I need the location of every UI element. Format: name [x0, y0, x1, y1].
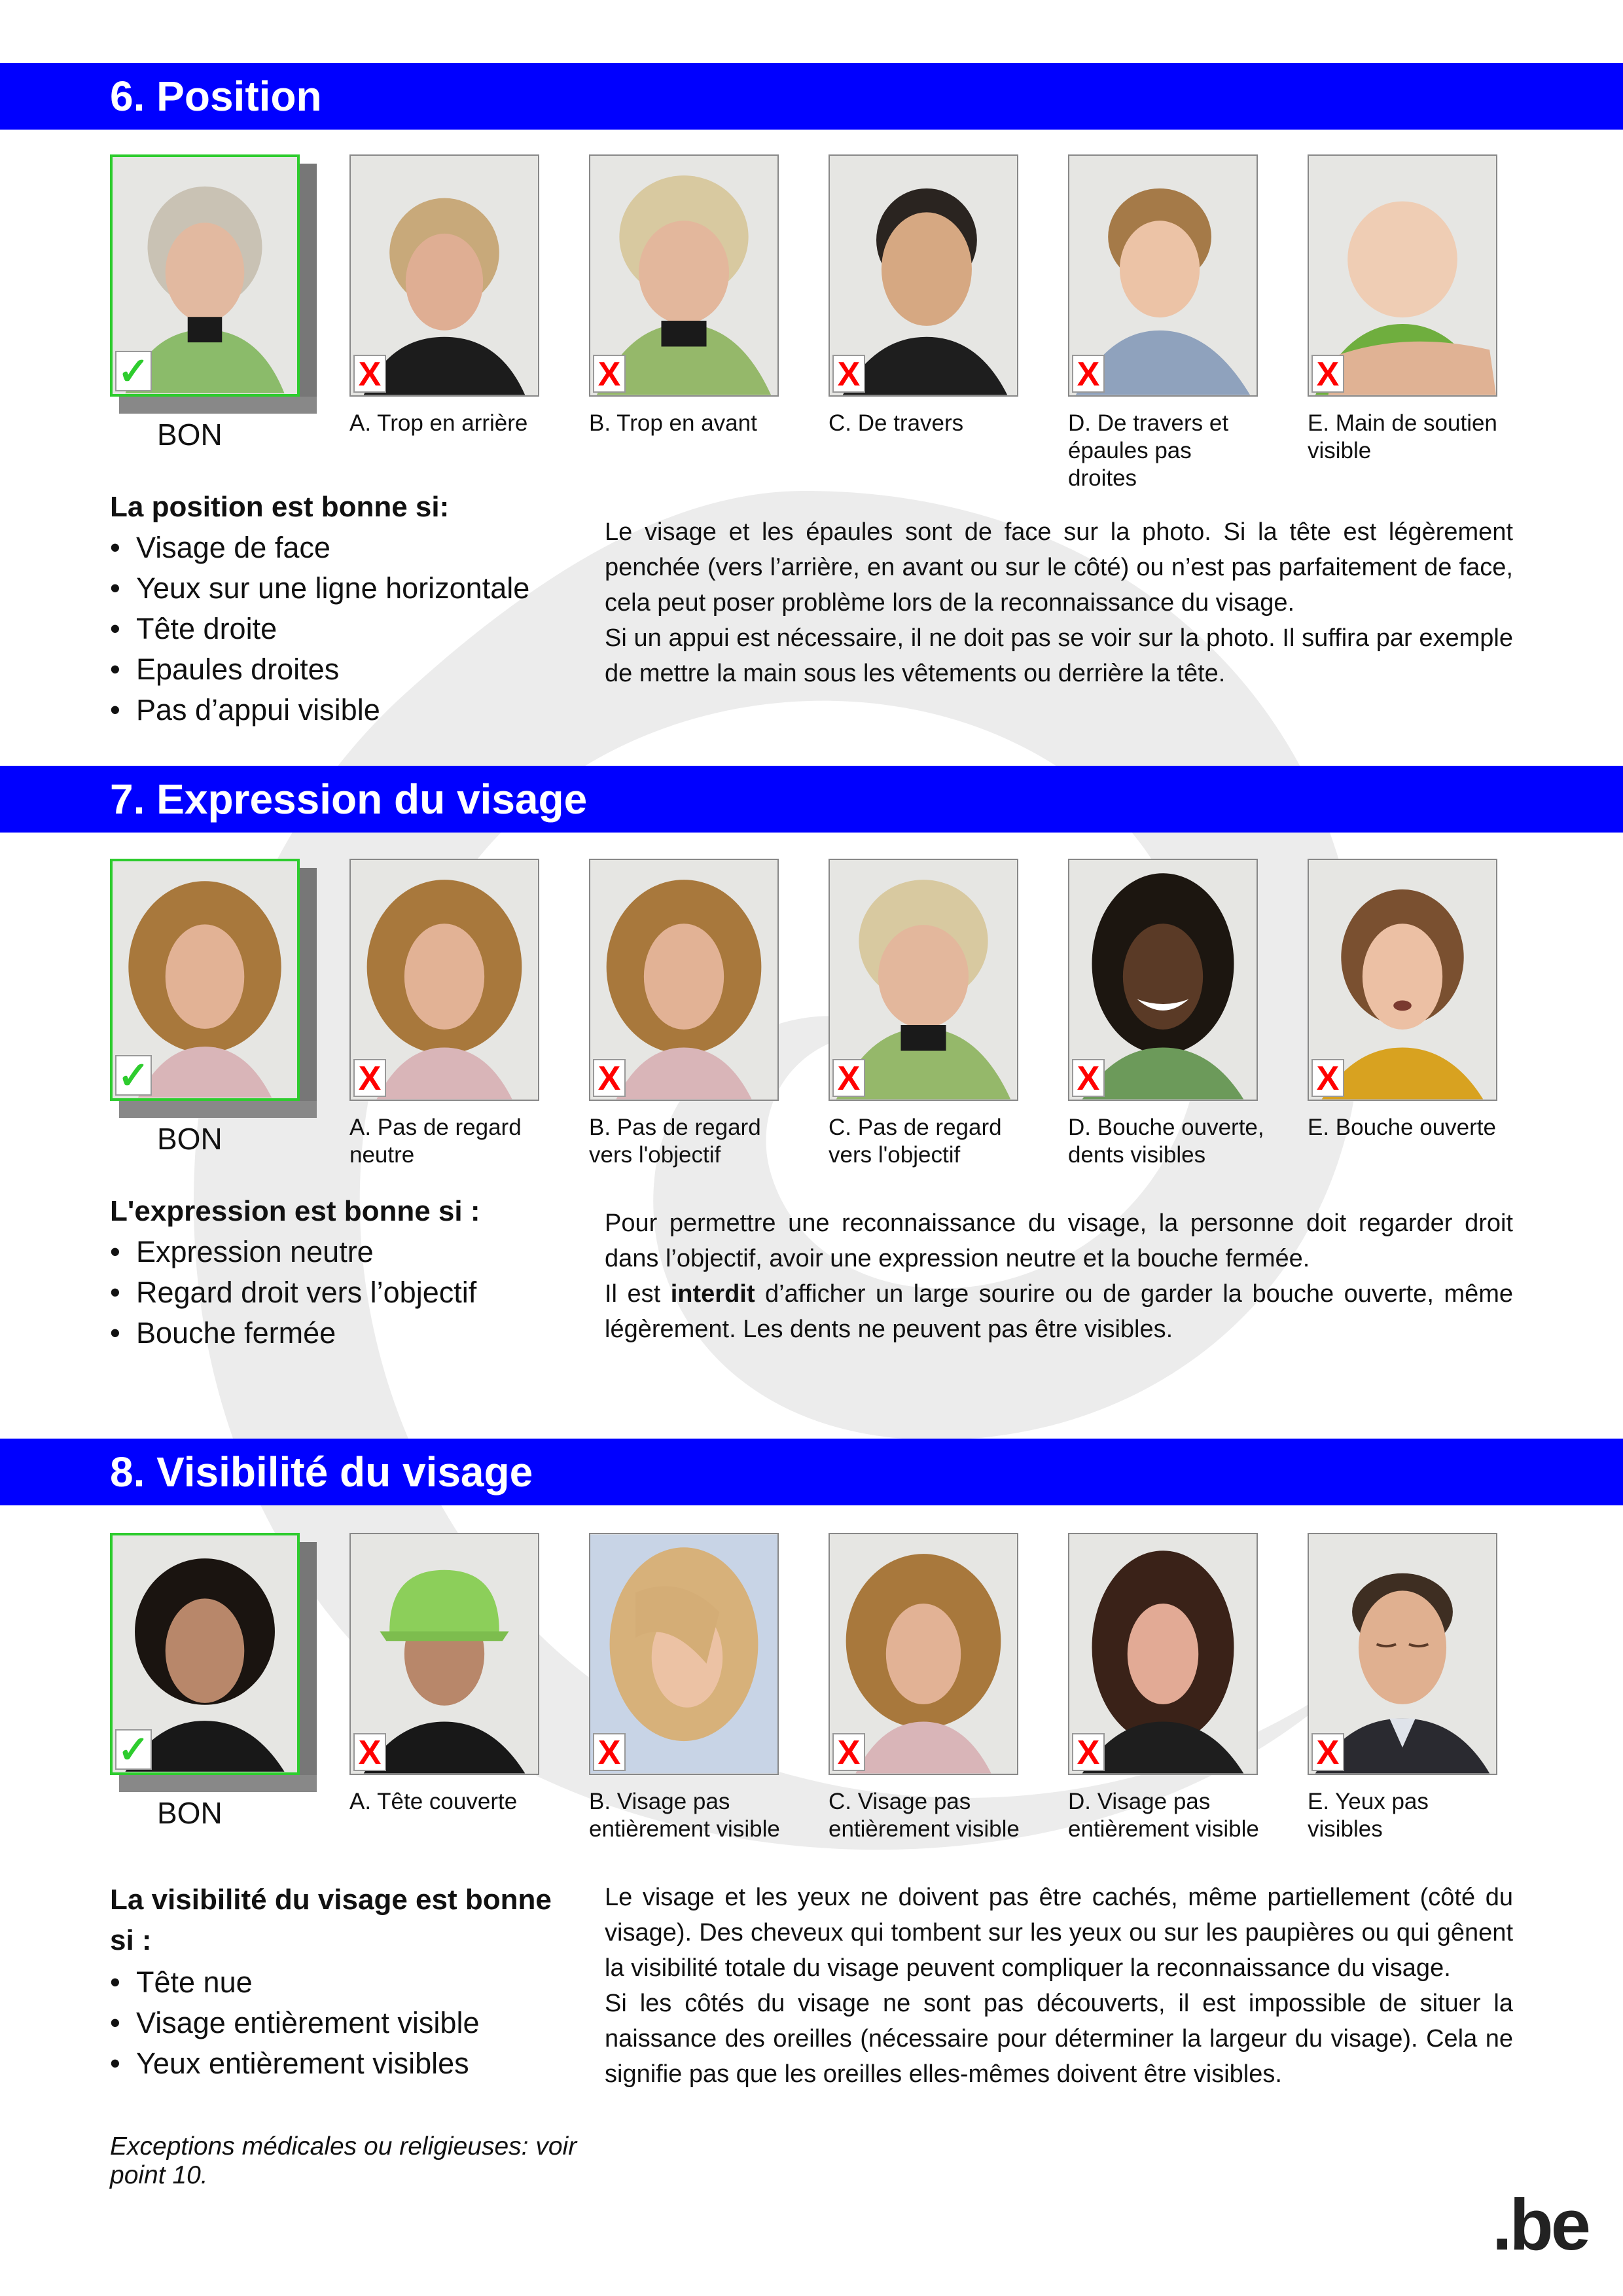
- cross-icon: X: [832, 355, 865, 393]
- section-header-visibility: [0, 1439, 1623, 1505]
- caption-b: B. Trop en avant: [589, 410, 757, 436]
- example-photo-b: [589, 154, 779, 397]
- criteria-item: • Regard droit vers l’objectif: [110, 1272, 581, 1313]
- paragraph: Le visage et les épaules sont de face sur la photo. Si la tête est légèrement penchée (vers l’arrière, en avant ou sur le côté) ou n’est pas parfaitement de face, cela peut poser problème lors de la reconnaissance du visage.: [605, 518, 1513, 617]
- section-title: 7. Expression du visage: [110, 776, 588, 823]
- paragraph: Le visage et les yeux ne doivent pas être cachés, même partiellement (côté du visage). Des cheveux qui tombent sur les yeux ou sur les paupières ou qui gênent la visibilité totale du visage peuvent compliquer la reconnaissance du visage.: [605, 1884, 1513, 1982]
- criteria-list: [110, 528, 581, 730]
- example-photo-e: [1308, 859, 1497, 1101]
- criteria-item: • Bouche fermée: [110, 1313, 581, 1354]
- paragraph: Si un appui est nécessaire, il ne doit pas se voir sur la photo. Il suffira par exemple de mettre la main sous les vêtements ou derrière la tête.: [605, 624, 1513, 687]
- explanation-text: [605, 514, 1513, 691]
- caption-d: D. Visage pas entièrement visible: [1068, 1789, 1259, 1842]
- caption-e: E. Yeux pas visibles: [1308, 1789, 1429, 1842]
- example-photo-c: [829, 154, 1018, 397]
- criteria-item: • Yeux sur une ligne horizontale: [110, 568, 581, 609]
- criteria-title: La visibilité du visage est bonne si :: [110, 1884, 552, 1956]
- caption-e: E. Bouche ouverte: [1308, 1115, 1496, 1140]
- paragraph: Il est interdit d’afficher un large sourire ou de garder la bouche ouverte, même légèrement. Les dents ne peuvent pas être visibles.: [605, 1280, 1514, 1343]
- criteria-item: • Tête nue: [110, 1962, 581, 2003]
- cross-icon: X: [832, 1059, 865, 1097]
- criteria-item: • Visage entièrement visible: [110, 2003, 581, 2043]
- cross-icon: X: [593, 1059, 626, 1097]
- criteria-title: L'expression est bonne si :: [110, 1195, 480, 1227]
- exceptions-note: Exceptions médicales ou religieuses: voir point 10.: [110, 2132, 577, 2189]
- emphasis-text: interdit: [670, 1280, 755, 1308]
- caption-d: D. Bouche ouverte, dents visibles: [1068, 1115, 1264, 1168]
- good-photo: [110, 859, 300, 1101]
- cross-icon: X: [353, 1733, 386, 1771]
- example-photo-e: [1308, 154, 1497, 397]
- cross-icon: X: [1072, 1059, 1105, 1097]
- criteria-list: [110, 1232, 581, 1354]
- caption-e: E. Main de soutien visible: [1308, 410, 1497, 463]
- criteria-item: • Epaules droites: [110, 649, 581, 690]
- cross-icon: X: [1072, 1733, 1105, 1771]
- section-position: [0, 154, 1623, 809]
- caption-a: A. Pas de regard neutre: [349, 1115, 522, 1168]
- example-photo-c: [829, 859, 1018, 1101]
- caption-c: C. Pas de regard vers l'objectif: [829, 1115, 1002, 1168]
- good-label: BON: [157, 418, 223, 452]
- example-photo-b: [589, 1533, 779, 1775]
- cross-icon: X: [1311, 1059, 1344, 1097]
- check-icon: ✓: [115, 351, 152, 391]
- caption-a: A. Tête couverte: [349, 1789, 518, 1814]
- example-photo-a: [349, 1533, 539, 1775]
- caption-c: C. Visage pas entièrement visible: [829, 1789, 1020, 1842]
- section-visibility: [0, 1533, 1623, 2187]
- caption-b: B. Pas de regard vers l'objectif: [589, 1115, 761, 1168]
- section-header-expression: [0, 766, 1623, 833]
- caption-a: A. Trop en arrière: [349, 410, 528, 436]
- caption-c: C. De travers: [829, 410, 964, 436]
- caption-b: B. Visage pas entièrement visible: [589, 1789, 780, 1842]
- section-expression: [0, 859, 1623, 1513]
- example-photo-e: [1308, 1533, 1497, 1775]
- cross-icon: X: [1311, 1733, 1344, 1771]
- example-photo-d: [1068, 154, 1258, 397]
- section-header-position: [0, 63, 1623, 130]
- example-photo-d: [1068, 1533, 1258, 1775]
- check-icon: ✓: [115, 1055, 152, 1096]
- example-photo-b: [589, 859, 779, 1101]
- caption-d: D. De travers et épaules pas droites: [1068, 410, 1229, 491]
- cross-icon: X: [832, 1733, 865, 1771]
- criteria-item: • Tête droite: [110, 609, 581, 649]
- criteria-item: • Visage de face: [110, 528, 581, 568]
- example-photo-a: [349, 859, 539, 1101]
- check-icon: ✓: [115, 1729, 152, 1770]
- paragraph: Pour permettre une reconnaissance du visage, la personne doit regarder droit dans l’objectif, avoir une expression neutre et la bouche fermée.: [605, 1210, 1513, 1272]
- criteria-title: La position est bonne si:: [110, 491, 450, 523]
- cross-icon: X: [593, 355, 626, 393]
- good-photo: [110, 1533, 300, 1775]
- explanation-text: [605, 1206, 1513, 1347]
- criteria-item: • Expression neutre: [110, 1232, 581, 1272]
- good-photo: [110, 154, 300, 397]
- criteria-item: • Yeux entièrement visibles: [110, 2043, 581, 2084]
- explanation-text: [605, 1880, 1513, 2092]
- paragraph: Si les côtés du visage ne sont pas découverts, il est impossible de situer la naissance des oreilles (nécessaire pour déterminer la largeur du visage). Cela ne signifie pas que les oreilles elles-mêmes doivent être visibles.: [605, 1990, 1513, 2088]
- example-photo-c: [829, 1533, 1018, 1775]
- section-title: 6. Position: [110, 73, 322, 120]
- cross-icon: X: [1072, 355, 1105, 393]
- example-photo-a: [349, 154, 539, 397]
- criteria-item: • Pas d’appui visible: [110, 690, 581, 730]
- good-label: BON: [157, 1796, 223, 1830]
- cross-icon: X: [593, 1733, 626, 1771]
- criteria-list: [110, 1962, 581, 2084]
- cross-icon: X: [353, 355, 386, 393]
- be-logo: .be: [1492, 2185, 1588, 2265]
- cross-icon: X: [353, 1059, 386, 1097]
- section-title: 8. Visibilité du visage: [110, 1448, 533, 1496]
- example-photo-d: [1068, 859, 1258, 1101]
- cross-icon: X: [1311, 355, 1344, 393]
- good-label: BON: [157, 1122, 223, 1156]
